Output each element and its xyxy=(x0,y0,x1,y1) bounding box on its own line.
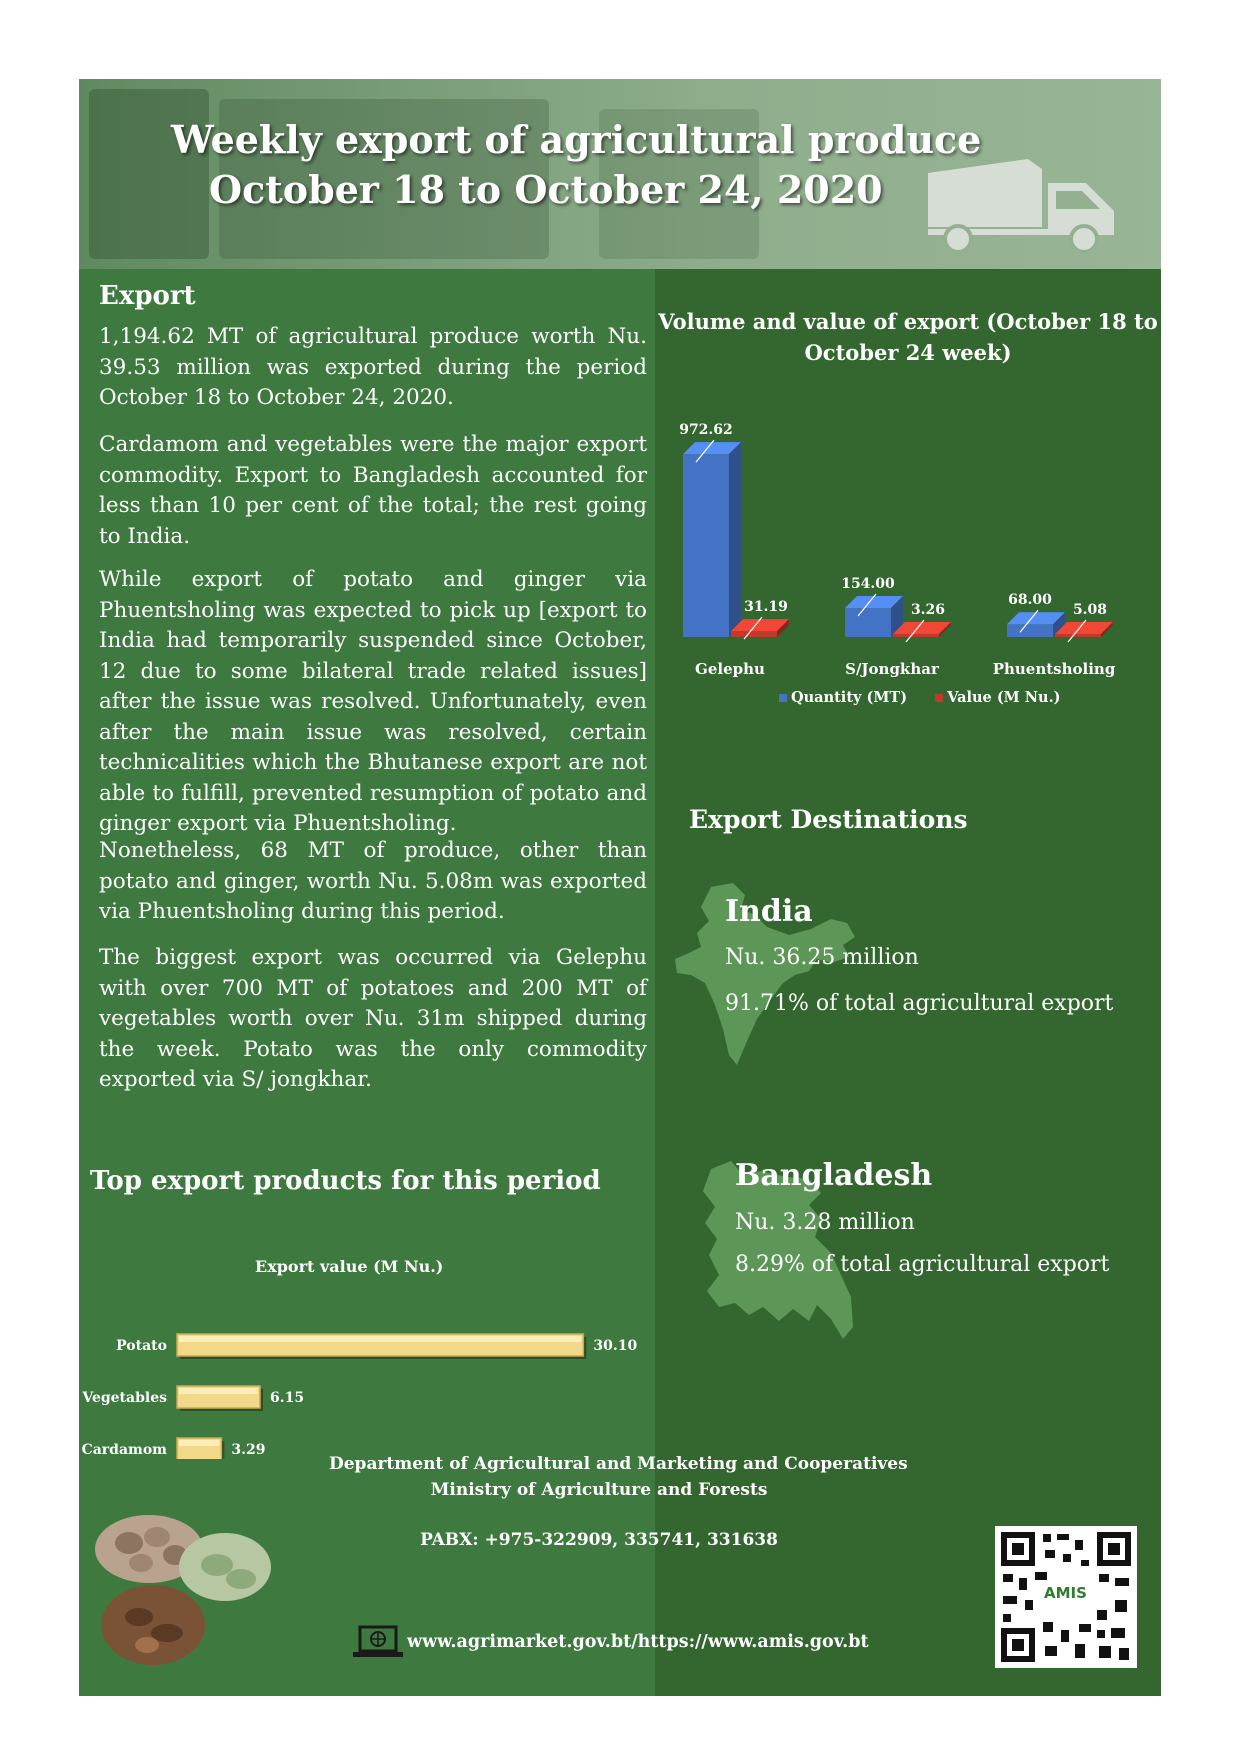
legend-value-label: Value (M Nu.) xyxy=(947,689,1061,706)
volume-value-chart xyxy=(655,379,1161,699)
bar-vegetables xyxy=(81,1386,304,1411)
category-label: Potato xyxy=(116,1338,167,1354)
export-paragraph-2: Cardamom and vegetables were the major export commodity. Export to Bangladesh accounted for less than 10 per cent of the total; the rest going to India. xyxy=(99,432,647,549)
category-label: Phuentsholing xyxy=(992,660,1116,678)
category-label: Cardamom xyxy=(81,1442,167,1458)
legend-quantity-swatch xyxy=(779,694,787,702)
bar-potato xyxy=(116,1334,637,1359)
bangladesh-share: 8.29% of total agricultural export xyxy=(735,1252,1110,1277)
bangladesh-name: Bangladesh xyxy=(735,1158,933,1193)
data-label: 68.00 xyxy=(1008,592,1052,609)
bar-side xyxy=(729,442,741,637)
legend-value-swatch xyxy=(935,694,943,702)
footer-website-link[interactable]: www.agrimarket.gov.bt/https://www.amis.gov.bt xyxy=(407,1632,869,1652)
data-label: 3.29 xyxy=(231,1442,266,1458)
data-label: 154.00 xyxy=(841,576,895,593)
poster xyxy=(79,79,1161,1696)
bar-highlight xyxy=(179,1336,581,1342)
export-paragraph-4: Nonetheless, 68 MT of produce, other than potato and ginger, worth Nu. 5.08m was exported via Phuentsholing during this period. xyxy=(99,838,647,924)
photo-worker-shape xyxy=(89,89,209,259)
category-label: Gelephu xyxy=(695,660,765,678)
data-label: 3.26 xyxy=(910,602,946,618)
footer-department: Department of Agricultural and Marketing and Cooperatives xyxy=(329,1454,908,1474)
bar-front xyxy=(731,631,777,637)
bar-sjongkhar-quantity xyxy=(841,576,903,637)
footer-pabx: PABX: +975-322909, 335741, 331638 xyxy=(420,1530,778,1550)
data-label: 6.15 xyxy=(270,1390,305,1406)
india-value: Nu. 36.25 million xyxy=(725,945,919,970)
bar-gelephu-quantity xyxy=(679,422,741,637)
qr-code[interactable] xyxy=(995,1526,1137,1668)
export-paragraph-3: While export of potato and ginger via Phuentsholing was expected to pick up [export to India had temporarily suspended since October, 12 due to some bilateral trade related issues] after the issue was resolved. Unfortunately, even after the main issue was resolved, certain technicalities which the Bhutanese export are not able to fulfill, prevented resumption of potato and ginger export via Phuentsholing. xyxy=(99,567,647,836)
india-share: 91.71% of total agricultural export xyxy=(725,991,1114,1016)
page-title-line2: October 18 to October 24, 2020 xyxy=(209,167,883,212)
page-title-line1: Weekly export of agricultural produce xyxy=(171,117,982,162)
footer-ministry: Ministry of Agriculture and Forests xyxy=(430,1480,768,1500)
header-banner xyxy=(79,79,1161,269)
bar-front xyxy=(1055,634,1101,637)
export-heading: Export xyxy=(99,281,196,311)
data-label: 30.10 xyxy=(593,1338,638,1354)
volume-chart-legend xyxy=(779,689,1061,706)
export-value-chart-title: Export value (M Nu.) xyxy=(255,1257,444,1276)
bar-highlight xyxy=(179,1388,258,1394)
laptop-globe-icon xyxy=(353,1625,403,1659)
truck-icon xyxy=(924,145,1124,255)
bar-front xyxy=(683,454,729,637)
bangladesh-value: Nu. 3.28 million xyxy=(735,1210,915,1235)
export-value-chart xyxy=(79,1279,639,1459)
bar-front xyxy=(845,608,891,637)
qr-amis-badge: AMIS xyxy=(1039,1584,1092,1602)
export-paragraph-1: 1,194.62 MT of agricultural produce worth Nu. 39.53 million was exported during the period October 18 to October 24, 2020. xyxy=(99,324,647,410)
volume-chart-title: Volume and value of export (October 18 to October 24 week) xyxy=(658,309,1158,365)
category-label: S/Jongkhar xyxy=(845,660,939,678)
category-label: Vegetables xyxy=(82,1390,167,1406)
bar-phuentsholing-quantity xyxy=(1007,592,1065,637)
bar-highlight xyxy=(179,1440,219,1446)
legend-quantity-label: Quantity (MT) xyxy=(791,689,908,706)
export-paragraph-5: The biggest export was occurred via Gelephu with over 700 MT of potatoes and 200 MT of vegetables worth over Nu. 31m shipped during the week. Potato was the only commodity exported via S/ jongkhar. xyxy=(99,945,647,1092)
bar-front xyxy=(1007,624,1053,637)
destinations-heading: Export Destinations xyxy=(689,805,968,834)
top-products-heading: Top export products for this period xyxy=(90,1166,601,1196)
produce-photo-icon xyxy=(89,1509,279,1669)
data-label: 31.19 xyxy=(744,599,788,616)
data-label: 5.08 xyxy=(1072,602,1108,618)
bar-front xyxy=(893,634,939,637)
india-name: India xyxy=(725,894,813,929)
bar-cardamom xyxy=(82,1438,266,1459)
data-label: 972.62 xyxy=(679,422,733,439)
